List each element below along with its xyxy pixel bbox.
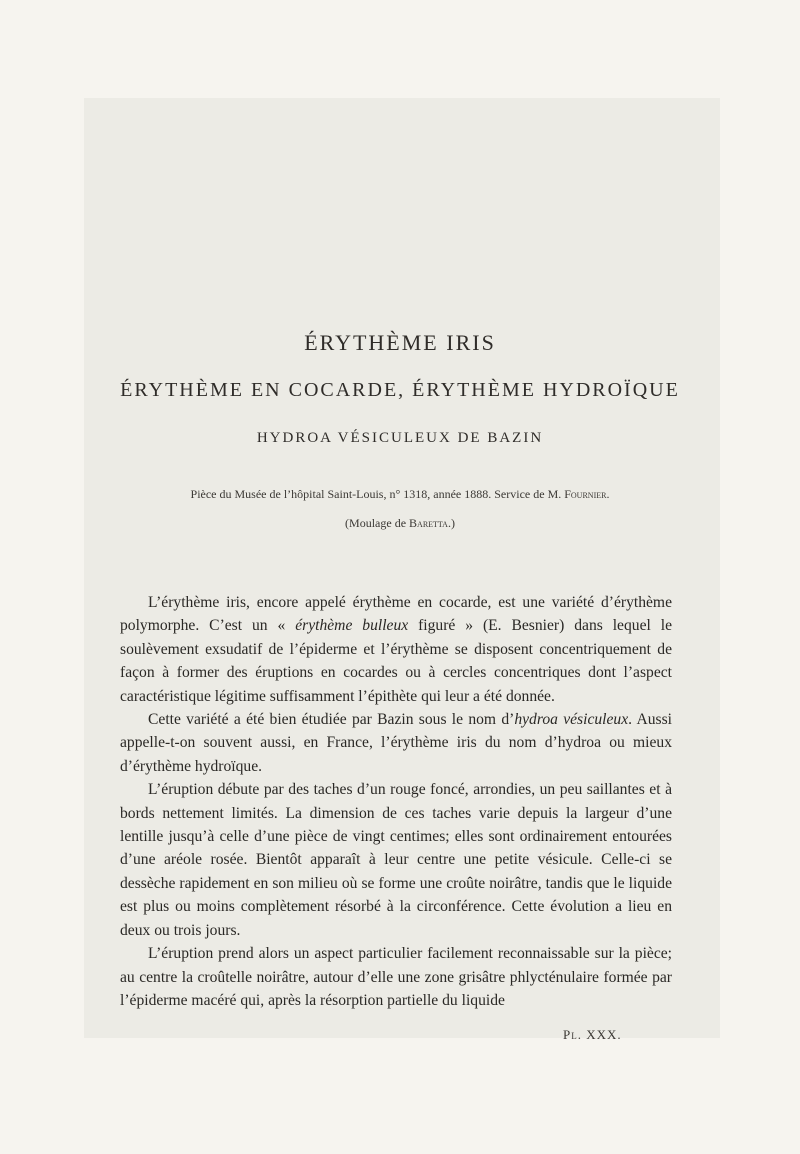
service-name: Fournier [564,487,607,501]
moulage-name: Baretta [409,516,448,530]
paragraph-3: L’éruption débute par des taches d’un rouge foncé, arrondies, un peu saillantes et à bords nettement limités. La dimension de ces taches varie depuis la largeur d’une lentille jusqu’à celle d’une pièce de vingt centimes; elles sont ordinairement entourées d’une aréole rosée. Bientôt apparaît à leur centre une petite vésicule. Celle-ci se dessèche rapidement en son milieu où se forme une croûte noirâtre, tandis que le liquide est plus ou moins complètement résorbé à la circonférence. Cette évolution a lieu en deux ou trois jours. [120,781,672,939]
plate-numeral: XXX. [586,1027,622,1042]
moulage-end: .) [447,516,455,530]
paragraph-2 [120,708,672,778]
paragraph-2-text-end: . Aussi appelle-t-on souvent aussi, en France, l’érythème iris du nom d’hydroa ou mieux d’érythème hydroïque. [120,711,672,775]
paragraph-1 [120,591,672,708]
moulage-credit [0,516,800,531]
provenance-text: Pièce du Musée de l’hôpital Saint-Louis, n° 1318, année 1888. Service de M. [190,487,565,501]
plate-number [563,1027,622,1043]
paragraph-1-emphasis: érythème bulleux [295,617,409,635]
paragraph-1-text: L’érythème iris, encore appelé érythème en cocarde, est une variété d’érythème polymorphe. C’est un « [120,594,672,635]
synonym-heading: HYDROA VÉSICULEUX DE BAZIN [256,430,544,446]
paragraph-4: L’éruption prend alors un aspect particulier facilement reconnaissable sur la pièce; au centre la croûtelle noirâtre, autour d’elle une zone grisâtre phlycténulaire formée par l’épiderme macéré qui, après la résorption partielle du liquide [120,945,672,1009]
plate-label: Pl. [563,1027,582,1042]
page-subtitle: ÉRYTHÈME EN COCARDE, ÉRYTHÈME HYDROÏQUE [120,379,680,401]
paragraph-2-emphasis: hydroa vésiculeux [514,711,629,729]
page-title: ÉRYTHÈME IRIS [304,330,496,355]
moulage-text: (Moulage de [345,516,410,530]
paragraph-2-text: Cette variété a été bien étudiée par Bazin sous le nom d’ [148,711,515,729]
body-text [120,591,672,1012]
provenance-line [0,487,800,502]
provenance-end: . [606,487,610,501]
paragraph-1-text-end: figuré » (E. Besnier) dans lequel le soulèvement exsudatif de l’épiderme et l’érythème se disposent concentriquement de façon à former des éruptions en cocardes ou à cercles concentriques dont l’aspect caractéristique légitime suffisamment l’épithète qui leur a été donnée. [120,617,672,705]
